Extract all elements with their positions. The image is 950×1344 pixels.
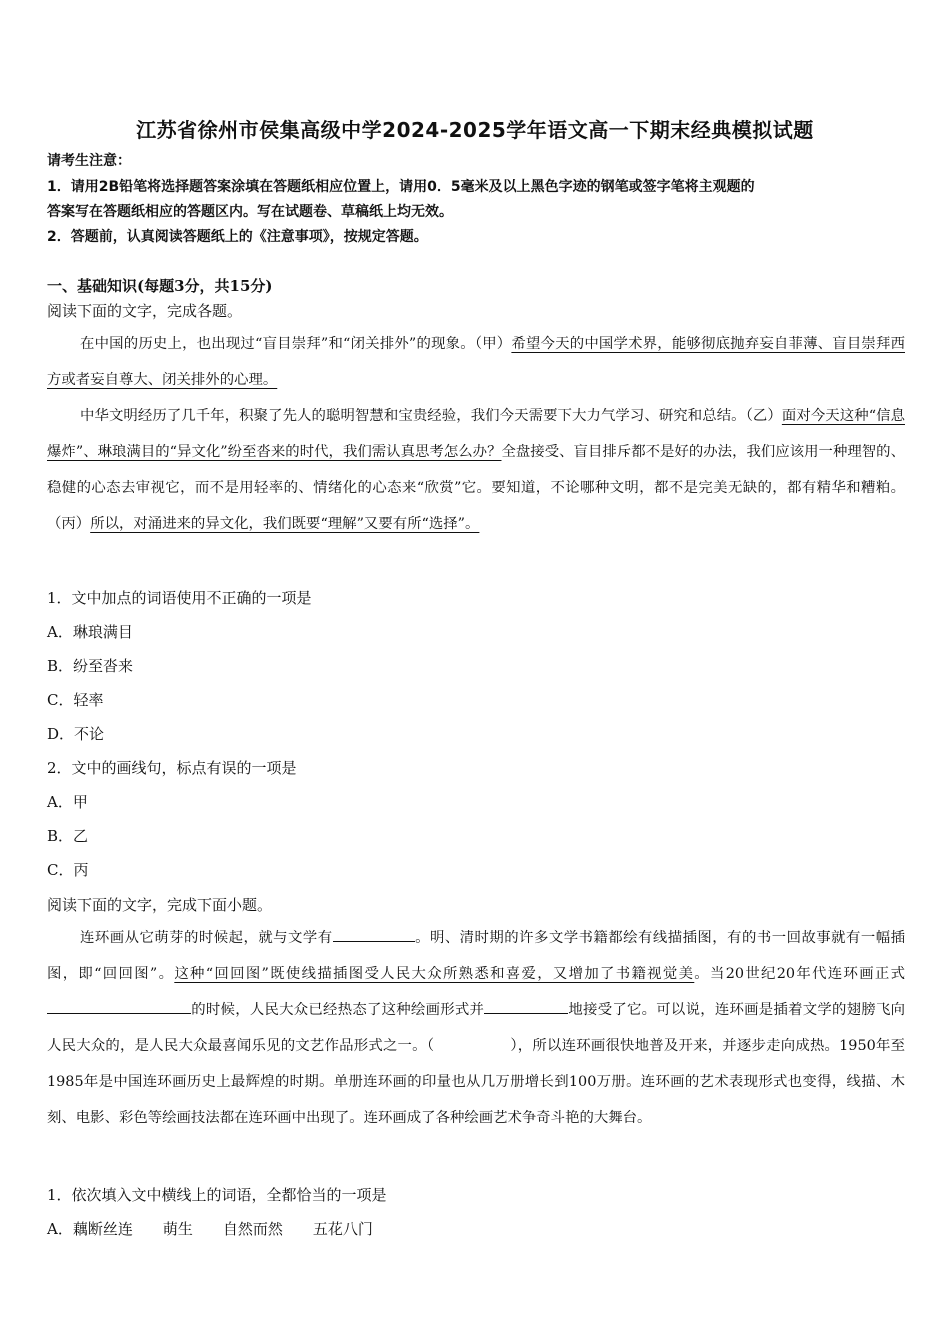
passage-1-paragraph-1 xyxy=(47,326,905,398)
passage-2-text-c: 。当20世纪20年代连环画正式 xyxy=(694,966,906,982)
exam-title: 江苏省徐州市侯集高级中学2024-2025学年语文高一下期末经典模拟试题 xyxy=(136,118,814,142)
question-1: 1．文中加点的词语使用不正确的一项是 xyxy=(47,589,312,607)
q2-option-a[interactable]: A．甲 xyxy=(47,793,88,811)
passage-1-paragraph-2 xyxy=(47,398,905,542)
fill-blank-2[interactable] xyxy=(47,999,191,1014)
section-1-heading: 一、基础知识(每题3分，共15分) xyxy=(47,277,273,295)
fill-blank-3[interactable] xyxy=(484,999,568,1014)
section-1-intro: 阅读下面的文字，完成各题。 xyxy=(47,302,243,320)
underlined-sentence-yi: 面对今天这种“信息爆炸”、琳琅满目的“异文化”纷至沓来的时代，我们需认真思考怎么办？ xyxy=(47,408,905,460)
passage-2-text-e: 地接受了它。可以说，连环画是插着文学的翅膀飞向人民大众的，是人民大众最喜闻乐见的文艺作品形式之一。（ xyxy=(47,1002,905,1054)
notice-heading: 请考生注意： xyxy=(47,153,131,169)
q2-option-c[interactable]: C．丙 xyxy=(47,861,89,879)
paragraph-2-text: 中华文明经历了几千年，积聚了先人的聪明智慧和宝贵经验，我们今天需要下大力气学习、研究和总结。（乙） xyxy=(80,408,782,424)
q2-option-b[interactable]: B．乙 xyxy=(47,827,89,845)
notice-item-1-line-1: 1．请用2B铅笔将选择题答案涂填在答题纸相应位置上，请用0．5毫米及以上黑色字迹的钢笔或签字笔将主观题的 xyxy=(47,179,755,195)
paragraph-2-text-continued: 全盘接受、盲目排斥都不是好的办法，我们应该用一种理智的、稳健的心态去审视它，而不是用轻率的、情绪化的心态来“欣赏”它。要知道，不论哪种文明，都不是完美无缺的，都有精华和糟粕。（丙） xyxy=(47,444,905,532)
passage-2-text-b: 。明、清时期的许多文学书籍都绘有线描插图，有的书一回故事就有一幅插图，即“回回图”。 xyxy=(47,930,905,982)
passage-2-text-f: ），所以连环画很快地普及开来，并逐步走向成热。1950年至1985年是中国连环画历史上最辉煌的时期。单册连环画的印量也从几万册增长到100万册。连环画的艺术表现形式也变得，线描、木刻、电影、彩色等绘画技法都在连环画中出现了。连环画成了各种绘画艺术争奇斗艳的大舞台。 xyxy=(47,1038,905,1126)
section-2-question-1: 1．依次填入文中横线上的词语，全都恰当的一项是 xyxy=(47,1186,387,1204)
fill-blank-1[interactable] xyxy=(333,927,415,942)
passage-2-text-d: 的时候，人民大众已经热态了这种绘画形式并 xyxy=(191,1002,485,1018)
q1-option-d[interactable]: D．不论 xyxy=(47,725,105,743)
underlined-sentence-jia: 希望今天的中国学术界，能够彻底抛弃妄自菲薄、盲目崇拜西方或者妄自尊大、闭关排外的心理。 xyxy=(47,336,905,388)
paragraph-1-text: 在中国的历史上，也出现过“盲目崇拜”和“闭关排外”的现象。（甲） xyxy=(80,336,512,352)
underlined-sentence-bing: 所以，对涌进来的异文化，我们既要“理解”又要有所“选择”。 xyxy=(90,516,480,532)
q1-option-b[interactable]: B．纷至沓来 xyxy=(47,657,134,675)
question-2: 2．文中的画线句，标点有误的一项是 xyxy=(47,759,297,777)
q1-option-c[interactable]: C．轻率 xyxy=(47,691,104,709)
section-2-q1-option-a[interactable]: A．藕断丝连 萌生 自然而然 五花八门 xyxy=(47,1220,373,1238)
underlined-sentence: 这种“回回图”既使线描插图受人民大众所熟悉和喜爱，又增加了书籍视觉美 xyxy=(174,966,695,982)
q1-option-a[interactable]: A．琳琅满目 xyxy=(47,623,133,641)
notice-item-2: 2．答题前，认真阅读答题纸上的《注意事项》，按规定答题。 xyxy=(47,229,428,245)
passage-2-text-a: 连环画从它萌芽的时候起，就与文学有 xyxy=(80,930,333,946)
passage-2-paragraph xyxy=(47,920,905,1136)
section-2-intro: 阅读下面的文字，完成下面小题。 xyxy=(47,896,273,914)
notice-item-1-line-2: 答案写在答题纸相应的答题区内。写在试题卷、草稿纸上均无效。 xyxy=(47,204,453,220)
